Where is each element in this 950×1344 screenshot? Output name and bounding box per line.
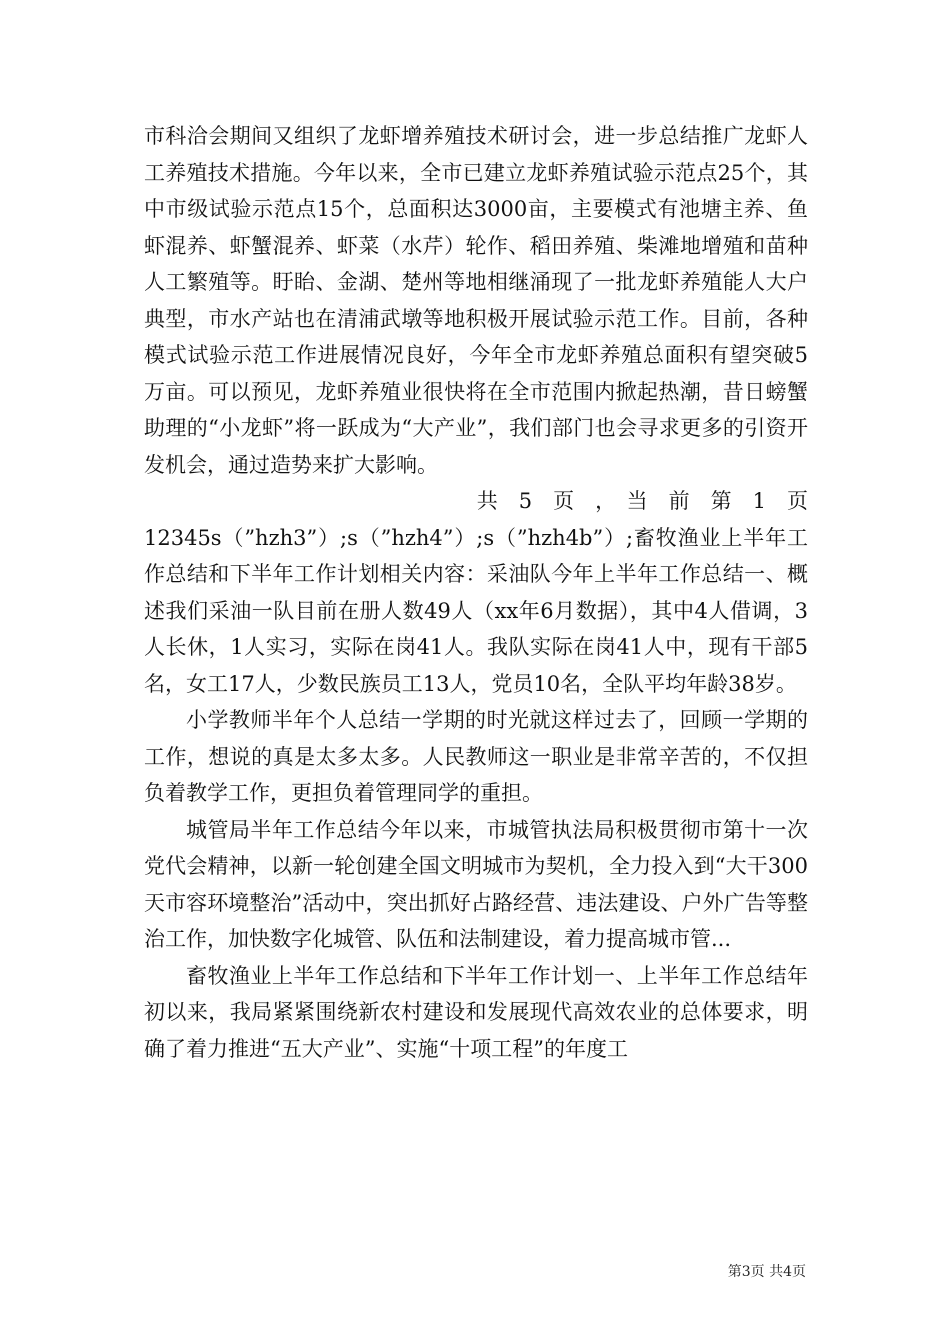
paragraph-oil-team: 12345s（”hzh3”）;s（”hzh4”）;s（”hzh4b”）;畜牧渔业上半年工作总结和下半年工作计划相关内容：采油队今年上半年工作总结一、概述我们采油一队目前在册人数49人（xx年6月数据），其中4人借调，3人长休，1人实习，实际在岗41人。我队实际在岗41人中，现有干部5名，女工17人，少数民族员工13人，党员10名，全队平均年龄38岁。 [144,525,808,696]
paragraph-livestock: 畜牧渔业上半年工作总结和下半年工作计划一、上半年工作总结年初以来，我局紧紧围绕新农村建设和发展现代高效农业的总体要求，明确了着力推进“五大产业”、实施“十项工程”的年度工 [144,963,808,1061]
paragraph-city-management: 城管局半年工作总结今年以来，市城管执法局积极贯彻市第十一次党代会精神，以新一轮创建全国文明城市为契机，全力投入到“大干300天市容环境整治”活动中，突出抓好占路经营、违法建设、户外广告等整治工作，加快数字化城管、队伍和法制建设，着力提高城市管... [144,817,808,951]
document-body [144,118,808,1067]
page-footer: 第3页 共4页 [727,1264,806,1280]
paragraph-teacher: 小学教师半年个人总结一学期的时光就这样过去了，回顾一学期的工作，想说的真是太多太多。人民教师这一职业是非常辛苦的，不仅担负着教学工作，更担负着管理同学的重担。 [144,708,808,805]
page-count-line: 共 5 页 ， 当 前 第 1 页 [476,489,808,513]
paragraph-crayfish: 市科洽会期间又组织了龙虾增养殖技术研讨会，进一步总结推广龙虾人工养殖技术措施。今年以来，全市已建立龙虾养殖试验示范点25个，其中市级试验示范点15个，总面积达3000亩，主要模式有池塘主养、鱼虾混养、虾蟹混养、虾菜（水芹）轮作、稻田养殖、柴滩地增殖和苗种人工繁殖等。盱眙、金湖、楚州等地相继涌现了一批龙虾养殖能人大户典型，市水产站也在清浦武墩等地积极开展试验示范工作。目前，各种模式试验示范工作进展情况良好，今年全市龙虾养殖总面积有望突破5万亩。可以预见，龙虾养殖业很快将在全市范围内掀起热潮，昔日螃蟹助理的“小龙虾”将一跃成为“大产业”，我们部门也会寻求更多的引资开发机会，通过造势来扩大影响。 [144,124,808,477]
